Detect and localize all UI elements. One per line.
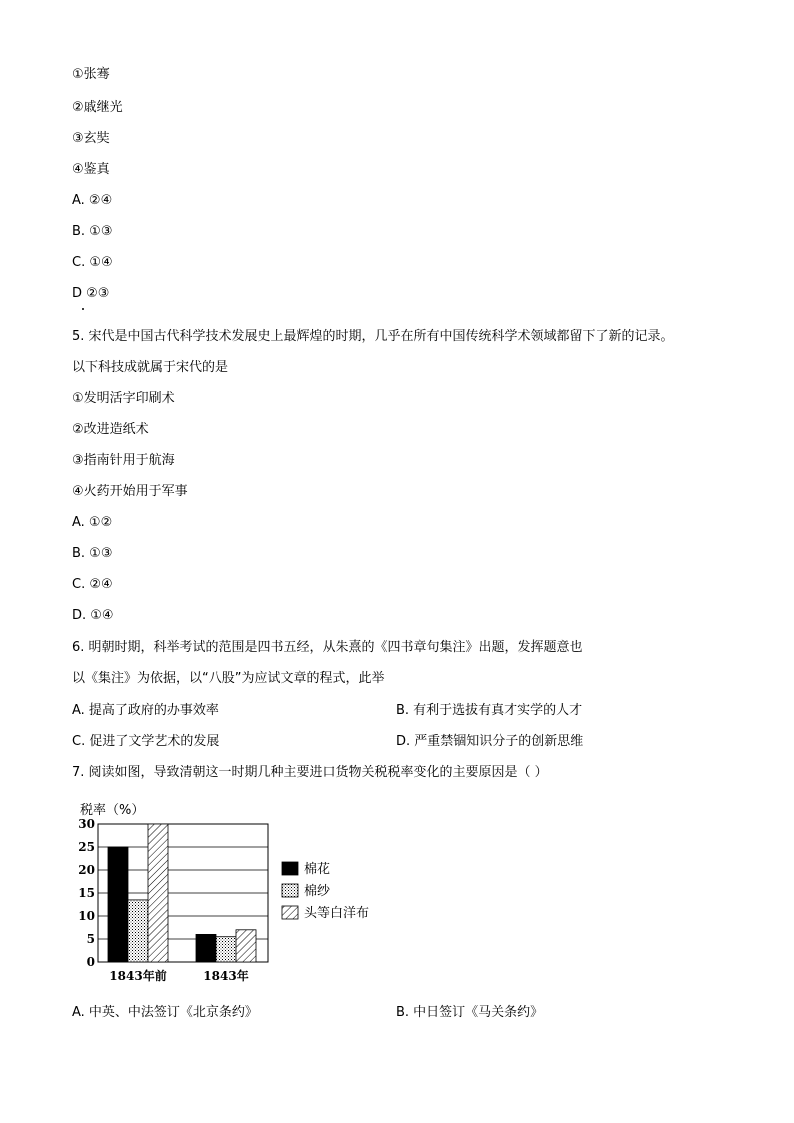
- q5-choice-c: C. ②④: [72, 577, 113, 592]
- q5-stem-line1: 5. 宋代是中国古代科学技术发展史上最辉煌的时期，几乎在所有中国传统科学术领域都留下了新的记录。: [72, 329, 674, 344]
- bar-棉花-1843年: [196, 934, 216, 962]
- q6-choice-a: A. 提高了政府的办事效率: [72, 703, 219, 718]
- bar-棉纱-1843年: [216, 937, 236, 962]
- bar-头等白洋布-1843年: [236, 930, 256, 962]
- q5-item-2: ②改进造纸术: [72, 422, 149, 437]
- q6-choice-d: D. 严重禁锢知识分子的创新思维: [396, 734, 584, 749]
- q6-choice-b: B. 有利于选拔有真才实学的人才: [396, 703, 583, 718]
- q5-stem-line2: 以下科技成就属于宋代的是: [72, 360, 229, 375]
- q5-choice-b: B. ①③: [72, 546, 113, 561]
- q4-choice-a: A. ②④: [72, 193, 113, 208]
- chart-ylabel: 税率（%）: [80, 803, 145, 818]
- y-tick-label: 25: [78, 840, 95, 854]
- q4-choice-d: D ②③: [72, 286, 110, 301]
- legend-swatch: [282, 884, 298, 897]
- y-tick-label: 30: [78, 817, 95, 831]
- q5-item-4: ④火药开始用于军事: [72, 484, 188, 499]
- q5-choice-d: D. ①④: [72, 608, 114, 623]
- q7-choice-b: B. 中日签订《马关条约》: [396, 1005, 544, 1020]
- q5-item-3: ③指南针用于航海: [72, 453, 175, 468]
- bar-棉纱-1843年前: [128, 900, 148, 962]
- y-tick-label: 5: [86, 932, 95, 946]
- q4-choice-b: B. ①③: [72, 224, 113, 239]
- q4-item-3: ③玄奘: [72, 131, 110, 146]
- y-tick-label: 15: [78, 886, 95, 900]
- bar-棉花-1843年前: [108, 847, 128, 962]
- q6-stem-line2: 以《集注》为依据，以“八股”为应试文章的程式，此举: [72, 671, 385, 686]
- legend-label: 棉花: [304, 862, 331, 877]
- q5-choice-a: A. ①②: [72, 515, 113, 530]
- q4-item-4: ④鉴真: [72, 162, 110, 177]
- tariff-bar-chart: [72, 800, 392, 990]
- q4-item-2: ②戚继光: [72, 100, 123, 115]
- x-tick-label: 1843年: [203, 969, 249, 983]
- legend-swatch: [282, 862, 298, 875]
- q6-stem-line1: 6. 明朝时期，科举考试的范围是四书五经，从朱熹的《四书章句集注》出题，发挥题意也: [72, 640, 583, 655]
- stray-dot-mark: [82, 308, 84, 310]
- legend-label: 头等白洋布: [304, 906, 370, 921]
- q5-item-1: ①发明活字印刷术: [72, 391, 175, 406]
- q6-choice-c: C. 促进了文学艺术的发展: [72, 734, 220, 749]
- q4-item-1: ①张骞: [72, 67, 110, 82]
- q4-choice-c: C. ①④: [72, 255, 113, 270]
- x-tick-label: 1843年前: [109, 969, 167, 983]
- y-tick-label: 0: [86, 955, 95, 969]
- y-tick-label: 10: [78, 909, 95, 923]
- y-tick-label: 20: [78, 863, 95, 877]
- bar-头等白洋布-1843年前: [148, 824, 168, 962]
- q7-stem: 7. 阅读如图，导致清朝这一时期几种主要进口货物关税税率变化的主要原因是（ ）: [72, 765, 548, 780]
- legend-label: 棉纱: [304, 884, 331, 899]
- legend-swatch: [282, 906, 298, 919]
- q7-choice-a: A. 中英、中法签订《北京条约》: [72, 1005, 258, 1020]
